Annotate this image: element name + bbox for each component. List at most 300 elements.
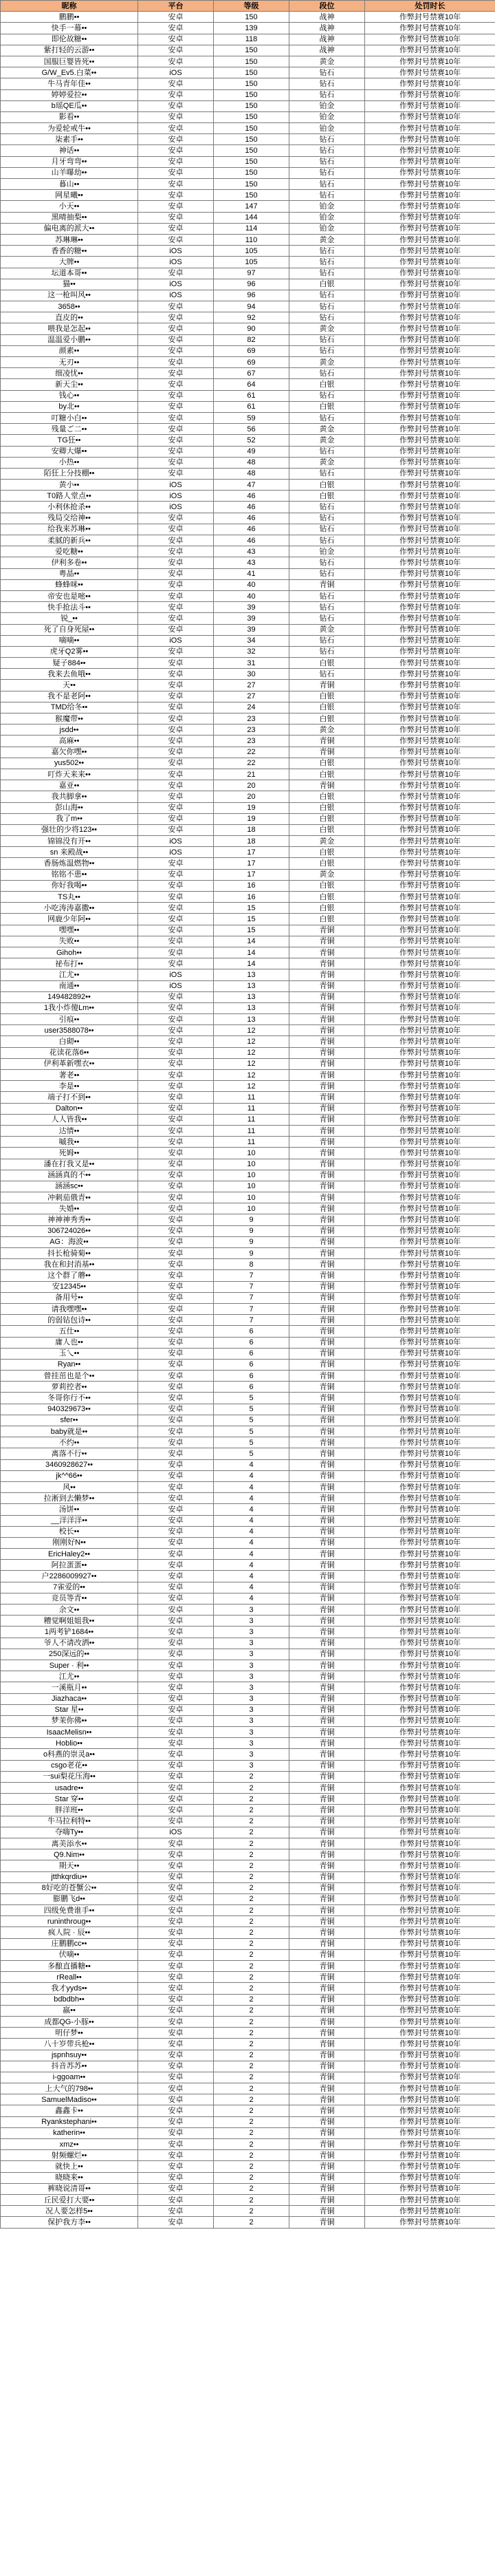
- cell-rank: 青铜: [289, 2194, 365, 2205]
- cell-rank: 白银: [289, 480, 365, 491]
- table-row: [1, 947, 495, 958]
- cell-rank: 青铜: [289, 1905, 365, 1916]
- cell-rank: 青铜: [289, 1961, 365, 1972]
- cell-platform: 安卓: [138, 713, 214, 724]
- cell-penalty: 作弊封号禁赛10年: [365, 1281, 495, 1292]
- cell-nickname: 香肠炼温燃物••: [1, 858, 138, 869]
- cell-level: 13: [214, 1014, 289, 1025]
- cell-level: 23: [214, 736, 289, 747]
- table-row: [1, 1103, 495, 1114]
- cell-rank: 铂金: [289, 111, 365, 122]
- cell-rank: 钻石: [289, 167, 365, 178]
- cell-rank: 钻石: [289, 568, 365, 579]
- cell-penalty: 作弊封号禁赛10年: [365, 1515, 495, 1526]
- table-row: [1, 134, 495, 145]
- cell-penalty: 作弊封号禁赛10年: [365, 56, 495, 67]
- cell-penalty: 作弊封号禁赛10年: [365, 1225, 495, 1236]
- cell-rank: 青铜: [289, 1047, 365, 1058]
- cell-penalty: 作弊封号禁赛10年: [365, 1671, 495, 1682]
- table-row: [1, 1972, 495, 1983]
- cell-level: 17: [214, 847, 289, 858]
- cell-rank: 青铜: [289, 1515, 365, 1526]
- cell-nickname: 猴魔带••: [1, 713, 138, 724]
- cell-level: 61: [214, 390, 289, 401]
- cell-rank: 战神: [289, 12, 365, 23]
- cell-rank: 青铜: [289, 1426, 365, 1437]
- cell-penalty: 作弊封号禁赛10年: [365, 1002, 495, 1013]
- cell-rank: 青铜: [289, 1404, 365, 1415]
- cell-platform: 安卓: [138, 2183, 214, 2194]
- table-row: [1, 2061, 495, 2072]
- table-row: [1, 2217, 495, 2228]
- table-row: [1, 12, 495, 23]
- cell-level: 16: [214, 892, 289, 903]
- cell-platform: 安卓: [138, 1337, 214, 1348]
- cell-penalty: 作弊封号禁赛10年: [365, 1103, 495, 1114]
- table-row: [1, 1927, 495, 1938]
- cell-rank: 青铜: [289, 1783, 365, 1794]
- table-row: [1, 446, 495, 457]
- cell-level: 2: [214, 1905, 289, 1916]
- cell-penalty: 作弊封号禁赛10年: [365, 702, 495, 713]
- cell-nickname: 影看••: [1, 111, 138, 122]
- cell-nickname: 裤晓说清哥••: [1, 2183, 138, 2194]
- table-row: [1, 1783, 495, 1794]
- cell-penalty: 作弊封号禁赛10年: [365, 67, 495, 78]
- cell-penalty: 作弊封号禁赛10年: [365, 1526, 495, 1537]
- cell-penalty: 作弊封号禁赛10年: [365, 691, 495, 702]
- cell-level: 18: [214, 824, 289, 835]
- cell-rank: 青铜: [289, 2105, 365, 2116]
- cell-level: 3: [214, 1671, 289, 1682]
- table-row: [1, 78, 495, 89]
- cell-level: 2: [214, 2194, 289, 2205]
- cell-level: 13: [214, 991, 289, 1002]
- cell-nickname: by北••: [1, 401, 138, 412]
- cell-nickname: 疯人院 · 辰••: [1, 1927, 138, 1938]
- cell-platform: 安卓: [138, 457, 214, 468]
- cell-rank: 青铜: [289, 1225, 365, 1236]
- cell-nickname: 猫••: [1, 279, 138, 290]
- cell-penalty: 作弊封号禁赛10年: [365, 435, 495, 446]
- cell-platform: 安卓: [138, 546, 214, 557]
- cell-platform: 安卓: [138, 401, 214, 412]
- cell-rank: 黄金: [289, 624, 365, 635]
- cell-rank: 白银: [289, 769, 365, 780]
- cell-rank: 青铜: [289, 1871, 365, 1882]
- cell-rank: 钻石: [289, 301, 365, 312]
- cell-penalty: 作弊封号禁赛10年: [365, 1248, 495, 1259]
- cell-platform: 安卓: [138, 1481, 214, 1492]
- cell-rank: 钻石: [289, 502, 365, 513]
- table-row: [1, 1181, 495, 1192]
- table-row: [1, 1671, 495, 1682]
- cell-penalty: 作弊封号禁赛10年: [365, 412, 495, 423]
- cell-penalty: 作弊封号禁赛10年: [365, 1805, 495, 1816]
- table-row: [1, 268, 495, 279]
- cell-nickname: 牛马拉利特••: [1, 1816, 138, 1827]
- cell-platform: 安卓: [138, 1148, 214, 1159]
- cell-level: 96: [214, 290, 289, 301]
- cell-nickname: 端子打不到••: [1, 1092, 138, 1103]
- cell-nickname: 我在和封消基••: [1, 1259, 138, 1270]
- cell-nickname: i-ggoam••: [1, 2072, 138, 2083]
- table-row: [1, 813, 495, 824]
- cell-penalty: 作弊封号禁赛10年: [365, 579, 495, 590]
- cell-level: 19: [214, 813, 289, 824]
- cell-platform: 安卓: [138, 936, 214, 947]
- table-row: [1, 1114, 495, 1125]
- table-row: [1, 1214, 495, 1225]
- cell-nickname: 高麻••: [1, 736, 138, 747]
- table-row: [1, 1549, 495, 1560]
- cell-penalty: 作弊封号禁赛10年: [365, 524, 495, 535]
- cell-rank: 青铜: [289, 1526, 365, 1537]
- cell-platform: 安卓: [138, 1972, 214, 1983]
- cell-level: 144: [214, 212, 289, 223]
- table-row: [1, 23, 495, 34]
- cell-nickname: sn 来殿战••: [1, 847, 138, 858]
- cell-rank: 青铜: [289, 2016, 365, 2027]
- table-row: [1, 1994, 495, 2005]
- table-row: [1, 1148, 495, 1159]
- table-row: [1, 480, 495, 491]
- cell-rank: 钻石: [289, 67, 365, 78]
- cell-nickname: 残局交给神••: [1, 513, 138, 524]
- table-row: [1, 524, 495, 535]
- cell-penalty: 作弊封号禁赛10年: [365, 1259, 495, 1270]
- cell-level: 4: [214, 1526, 289, 1537]
- cell-platform: 安卓: [138, 357, 214, 368]
- cell-penalty: 作弊封号禁赛10年: [365, 858, 495, 869]
- table-row: [1, 1860, 495, 1871]
- cell-penalty: 作弊封号禁赛10年: [365, 1738, 495, 1749]
- cell-platform: 安卓: [138, 1816, 214, 1827]
- cell-nickname: 快手抢法斗••: [1, 602, 138, 613]
- cell-penalty: 作弊封号禁赛10年: [365, 1181, 495, 1192]
- cell-penalty: 作弊封号禁赛10年: [365, 1092, 495, 1103]
- table-row: [1, 1326, 495, 1337]
- cell-level: 2: [214, 2161, 289, 2172]
- cell-platform: 安卓: [138, 869, 214, 880]
- cell-level: 11: [214, 1092, 289, 1103]
- table-row: [1, 991, 495, 1002]
- cell-rank: 白银: [289, 903, 365, 914]
- table-row: [1, 323, 495, 334]
- cell-platform: 安卓: [138, 1760, 214, 1771]
- cell-rank: 青铜: [289, 958, 365, 969]
- cell-rank: 青铜: [289, 1727, 365, 1738]
- cell-level: 3: [214, 1649, 289, 1660]
- cell-platform: 安卓: [138, 1315, 214, 1326]
- cell-level: 2: [214, 1805, 289, 1816]
- cell-nickname: 颜素••: [1, 345, 138, 356]
- cell-level: 97: [214, 268, 289, 279]
- cell-level: 150: [214, 45, 289, 56]
- cell-nickname: 请我嘿嘿••: [1, 1303, 138, 1314]
- table-row: [1, 67, 495, 78]
- cell-penalty: 作弊封号禁赛10年: [365, 1893, 495, 1904]
- cell-penalty: 作弊封号禁赛10年: [365, 2150, 495, 2161]
- cell-level: 41: [214, 568, 289, 579]
- cell-platform: 安卓: [138, 1170, 214, 1181]
- table-row: [1, 2083, 495, 2094]
- cell-penalty: 作弊封号禁赛10年: [365, 2105, 495, 2116]
- cell-penalty: 作弊封号禁赛10年: [365, 12, 495, 23]
- table-row: [1, 2016, 495, 2027]
- cell-rank: 青铜: [289, 1348, 365, 1359]
- cell-platform: 安卓: [138, 2039, 214, 2050]
- cell-penalty: 作弊封号禁赛10年: [365, 2161, 495, 2172]
- cell-platform: 安卓: [138, 2172, 214, 2183]
- cell-penalty: 作弊封号禁赛10年: [365, 1616, 495, 1627]
- table-row: [1, 836, 495, 847]
- cell-platform: 安卓: [138, 1938, 214, 1949]
- cell-rank: 青铜: [289, 1203, 365, 1214]
- cell-rank: 钻石: [289, 646, 365, 657]
- table-row: [1, 736, 495, 747]
- cell-platform: 安卓: [138, 1649, 214, 1660]
- cell-level: 5: [214, 1426, 289, 1437]
- cell-level: 3: [214, 1638, 289, 1649]
- cell-rank: 青铜: [289, 2028, 365, 2039]
- cell-nickname: __洋洋洋••: [1, 1515, 138, 1526]
- table-row: [1, 1537, 495, 1548]
- cell-platform: 安卓: [138, 925, 214, 936]
- cell-penalty: 作弊封号禁赛10年: [365, 2028, 495, 2039]
- cell-penalty: 作弊封号禁赛10年: [365, 1170, 495, 1181]
- cell-level: 150: [214, 56, 289, 67]
- cell-rank: 黄金: [289, 435, 365, 446]
- cell-level: 12: [214, 1081, 289, 1092]
- cell-level: 39: [214, 602, 289, 613]
- cell-nickname: 虎牙Q2雾••: [1, 646, 138, 657]
- cell-penalty: 作弊封号禁赛10年: [365, 1326, 495, 1337]
- cell-nickname: 玉乀••: [1, 1348, 138, 1359]
- cell-level: 96: [214, 279, 289, 290]
- cell-penalty: 作弊封号禁赛10年: [365, 903, 495, 914]
- cell-nickname: 人人皆我••: [1, 1114, 138, 1125]
- cell-platform: 安卓: [138, 1092, 214, 1103]
- cell-platform: 安卓: [138, 579, 214, 590]
- cell-platform: 安卓: [138, 1893, 214, 1904]
- cell-platform: 安卓: [138, 1393, 214, 1404]
- cell-penalty: 作弊封号禁赛10年: [365, 1270, 495, 1281]
- cell-rank: 青铜: [289, 1972, 365, 1983]
- cell-level: 150: [214, 78, 289, 89]
- cell-level: 49: [214, 446, 289, 457]
- cell-rank: 白银: [289, 813, 365, 824]
- cell-level: 56: [214, 424, 289, 435]
- cell-nickname: 柒素手••: [1, 134, 138, 145]
- table-row: [1, 869, 495, 880]
- cell-nickname: T0路人堂点••: [1, 491, 138, 502]
- cell-level: 6: [214, 1359, 289, 1370]
- cell-nickname: 小天••: [1, 201, 138, 212]
- cell-level: 2: [214, 1927, 289, 1938]
- cell-nickname: 一sui梨花压海••: [1, 1771, 138, 1782]
- cell-platform: 安卓: [138, 1682, 214, 1693]
- cell-platform: 安卓: [138, 1849, 214, 1860]
- table-row: [1, 1805, 495, 1816]
- cell-rank: 青铜: [289, 680, 365, 691]
- cell-level: 12: [214, 1058, 289, 1069]
- table-row: [1, 557, 495, 568]
- cell-nickname: 鹏鹏••: [1, 12, 138, 23]
- cell-rank: 青铜: [289, 2005, 365, 2016]
- cell-rank: 青铜: [289, 1025, 365, 1036]
- cell-platform: 安卓: [138, 1114, 214, 1125]
- cell-rank: 战神: [289, 34, 365, 45]
- cell-rank: 钻石: [289, 134, 365, 145]
- cell-level: 2: [214, 2094, 289, 2105]
- cell-nickname: Star 穿••: [1, 1794, 138, 1805]
- cell-platform: 安卓: [138, 658, 214, 669]
- cell-penalty: 作弊封号禁赛10年: [365, 535, 495, 546]
- cell-rank: 青铜: [289, 1949, 365, 1960]
- cell-platform: 安卓: [138, 134, 214, 145]
- cell-level: 150: [214, 67, 289, 78]
- cell-rank: 青铜: [289, 1827, 365, 1838]
- cell-level: 27: [214, 691, 289, 702]
- cell-level: 15: [214, 925, 289, 936]
- cell-penalty: 作弊封号禁赛10年: [365, 1983, 495, 1994]
- cell-penalty: 作弊封号禁赛10年: [365, 1649, 495, 1660]
- cell-rank: 钻石: [289, 179, 365, 190]
- cell-platform: 安卓: [138, 1627, 214, 1638]
- cell-penalty: 作弊封号禁赛10年: [365, 1783, 495, 1794]
- cell-nickname: TG狂••: [1, 435, 138, 446]
- cell-level: 3: [214, 1704, 289, 1715]
- cell-level: 46: [214, 535, 289, 546]
- cell-nickname: 无刃••: [1, 357, 138, 368]
- cell-level: 46: [214, 491, 289, 502]
- cell-penalty: 作弊封号禁赛10年: [365, 813, 495, 824]
- cell-rank: 青铜: [289, 1159, 365, 1170]
- table-row: [1, 1582, 495, 1593]
- cell-platform: 安卓: [138, 1326, 214, 1337]
- cell-level: 48: [214, 468, 289, 479]
- cell-level: 2: [214, 1783, 289, 1794]
- cell-rank: 青铜: [289, 2061, 365, 2072]
- table-row: [1, 1760, 495, 1771]
- cell-nickname: 五仕••: [1, 1326, 138, 1337]
- cell-level: 23: [214, 713, 289, 724]
- cell-platform: 安卓: [138, 1805, 214, 1816]
- cell-penalty: 作弊封号禁赛10年: [365, 1148, 495, 1159]
- cell-nickname: rReall••: [1, 1972, 138, 1983]
- cell-penalty: 作弊封号禁赛10年: [365, 758, 495, 769]
- cell-level: 9: [214, 1214, 289, 1225]
- table-row: [1, 502, 495, 513]
- table-row: [1, 1192, 495, 1203]
- cell-penalty: 作弊封号禁赛10年: [365, 1058, 495, 1069]
- cell-rank: 青铜: [289, 1549, 365, 1560]
- cell-level: 39: [214, 613, 289, 624]
- cell-rank: 青铜: [289, 1882, 365, 1893]
- cell-nickname: 香香的糖••: [1, 246, 138, 257]
- cell-level: 2: [214, 2061, 289, 2072]
- cell-level: 46: [214, 524, 289, 535]
- cell-rank: 青铜: [289, 2206, 365, 2217]
- cell-platform: iOS: [138, 502, 214, 513]
- cell-platform: 安卓: [138, 2094, 214, 2105]
- cell-level: 110: [214, 234, 289, 245]
- cell-nickname: 晓晓来••: [1, 2172, 138, 2183]
- cell-rank: 青铜: [289, 1192, 365, 1203]
- cell-level: 11: [214, 1125, 289, 1136]
- cell-rank: 白银: [289, 279, 365, 290]
- cell-nickname: 曾挂茁也是个••: [1, 1371, 138, 1382]
- cell-nickname: 锦锦没有开••: [1, 836, 138, 847]
- cell-rank: 青铜: [289, 1114, 365, 1125]
- cell-level: 4: [214, 1571, 289, 1582]
- table-row: [1, 669, 495, 680]
- cell-platform: 安卓: [138, 2028, 214, 2039]
- table-row: [1, 1359, 495, 1370]
- cell-level: 8: [214, 1259, 289, 1270]
- cell-penalty: 作弊封号禁赛10年: [365, 457, 495, 468]
- table-row: [1, 1893, 495, 1904]
- cell-nickname: 离美添水••: [1, 1838, 138, 1849]
- table-row: [1, 1382, 495, 1393]
- cell-platform: 安卓: [138, 2116, 214, 2127]
- cell-nickname: 快手一幕••: [1, 23, 138, 34]
- cell-level: 3: [214, 1715, 289, 1726]
- cell-level: 3: [214, 1660, 289, 1671]
- cell-rank: 青铜: [289, 1236, 365, 1247]
- cell-level: 90: [214, 323, 289, 334]
- table-row: [1, 568, 495, 579]
- table-row: [1, 791, 495, 802]
- cell-nickname: 死姆••: [1, 1148, 138, 1159]
- cell-nickname: 汤饼••: [1, 1504, 138, 1515]
- cell-platform: 安卓: [138, 1125, 214, 1136]
- cell-rank: 青铜: [289, 1860, 365, 1871]
- table-row: [1, 368, 495, 379]
- cell-penalty: 作弊封号禁赛10年: [365, 1236, 495, 1247]
- cell-platform: 安卓: [138, 1671, 214, 1682]
- cell-nickname: 丘民爱打大要••: [1, 2194, 138, 2205]
- cell-nickname: 小热••: [1, 457, 138, 468]
- cell-platform: 安卓: [138, 2005, 214, 2016]
- table-row: [1, 969, 495, 980]
- table-row: [1, 156, 495, 167]
- cell-platform: iOS: [138, 279, 214, 290]
- cell-nickname: 直皮的••: [1, 312, 138, 323]
- cell-rank: 青铜: [289, 1916, 365, 1927]
- cell-level: 3: [214, 1682, 289, 1693]
- cell-nickname: 四级免费谁手••: [1, 1905, 138, 1916]
- cell-platform: 安卓: [138, 78, 214, 89]
- cell-penalty: 作弊封号禁赛10年: [365, 1303, 495, 1314]
- cell-nickname: Super · 利••: [1, 1660, 138, 1671]
- cell-nickname: 粤晶••: [1, 568, 138, 579]
- cell-level: 105: [214, 246, 289, 257]
- table-row: [1, 936, 495, 947]
- cell-rank: 黄金: [289, 56, 365, 67]
- cell-penalty: 作弊封号禁赛10年: [365, 1927, 495, 1938]
- cell-platform: 安卓: [138, 167, 214, 178]
- cell-platform: 安卓: [138, 2150, 214, 2161]
- cell-rank: 白银: [289, 892, 365, 903]
- cell-level: 92: [214, 312, 289, 323]
- table-row: [1, 89, 495, 100]
- cell-penalty: 作弊封号禁赛10年: [365, 1382, 495, 1393]
- cell-level: 12: [214, 1047, 289, 1058]
- cell-level: 14: [214, 958, 289, 969]
- cell-platform: 安卓: [138, 1448, 214, 1459]
